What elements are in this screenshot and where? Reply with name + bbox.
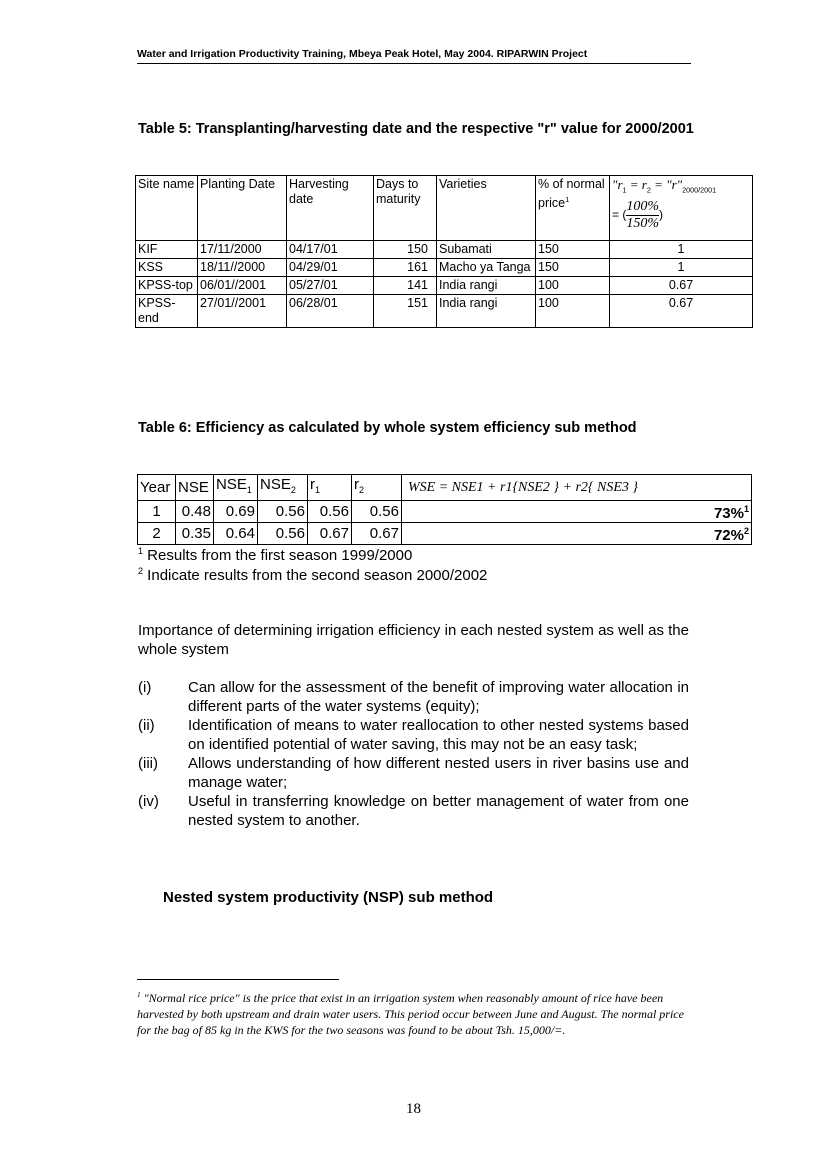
table6-header-r2: $r_2$: [352, 475, 402, 501]
list-marker: (iv): [138, 793, 159, 810]
benefits-list: [138, 678, 689, 830]
table6-cell-r1: 0.67: [308, 523, 352, 545]
table5-header-cell: % of normal price$^1$: [536, 176, 610, 241]
table5-row: [136, 295, 753, 328]
table5-row: [136, 277, 753, 295]
table5-cell-variety: Macho ya Tanga: [437, 259, 536, 277]
table6-cell-r2: 0.67: [352, 523, 402, 545]
table5-cell-planting: 17/11/2000: [198, 241, 287, 259]
table6-cell-r2: 0.56: [352, 501, 402, 523]
r-header-cell: "$r_1 = r_2$ = "$r"_{2000/2001}$ = ( $\frac{100\%}{150\%}$ ): [610, 176, 753, 241]
table5-cell-planting: 06/01//2001: [198, 277, 287, 295]
list-item: [138, 754, 689, 792]
table5-header-row: [136, 176, 753, 241]
table5-cell-price: 100: [536, 277, 610, 295]
table5-cell-price: 100: [536, 295, 610, 328]
table6-cell-nse: 0.48: [176, 501, 214, 523]
table5-cell-r: 1: [610, 241, 753, 259]
table5-cell-variety: India rangi: [437, 277, 536, 295]
table6-cell-nse1: 0.64: [214, 523, 258, 545]
table5-cell-planting: 27/01//2001: [198, 295, 287, 328]
list-item: [138, 716, 689, 754]
table6-header-row: [138, 475, 752, 501]
table6-cell-wse: 73%$^1$: [402, 501, 752, 523]
table5-cell-price: 150: [536, 259, 610, 277]
table6-cell-nse2: 0.56: [258, 523, 308, 545]
table6: [137, 474, 752, 545]
table6-cell-wse: 72%$^2$: [402, 523, 752, 545]
table5-cell-days: 150: [374, 241, 437, 259]
table5-header-cell: Planting Date: [198, 176, 287, 241]
table5-cell-harvesting: 06/28/01: [287, 295, 374, 328]
table5-row: [136, 259, 753, 277]
r-fraction: $\frac{100\%}{150\%}$: [626, 199, 660, 232]
table6-cell-nse2: 0.56: [258, 501, 308, 523]
table6-header-nse2: $NSE_2$: [258, 475, 308, 501]
table5-cell-days: 161: [374, 259, 437, 277]
table5-cell-harvesting: 04/29/01: [287, 259, 374, 277]
list-item: [138, 792, 689, 830]
table5-row: [136, 241, 753, 259]
table6-cell-nse1: 0.69: [214, 501, 258, 523]
table5-header-cell: Harvesting date: [287, 176, 374, 241]
list-text: Identification of means to water reallocation to other nested systems based on identified potential of water saving, this may not be an easy task;: [188, 717, 689, 753]
table5-cell-variety: Subamati: [437, 241, 536, 259]
section-heading: Nested system productivity (NSP) sub method: [163, 889, 494, 906]
table6-note-2: $^2$ Indicate results from the second season 2000/2002: [138, 566, 488, 584]
list-text: Allows understanding of how different nested users in river basins use and manage water;: [188, 755, 689, 791]
table5-cell-r: 1: [610, 259, 753, 277]
table6-header-year: Year: [138, 475, 176, 501]
table6-cell-nse: 0.35: [176, 523, 214, 545]
table5-header-cell: Site name: [136, 176, 198, 241]
intro-paragraph: Importance of determining irrigation efficiency in each nested system as well as the whole system: [138, 622, 689, 658]
footnote-mark: 1: [565, 195, 570, 204]
table5-cell-days: 151: [374, 295, 437, 328]
page-number: 18: [406, 1101, 421, 1117]
table6-header-nse1: $NSE_1$: [214, 475, 258, 501]
list-marker: (i): [138, 679, 152, 696]
table5-header-cell: Varieties: [437, 176, 536, 241]
table5: [135, 175, 753, 328]
list-marker: (iii): [138, 755, 158, 772]
footnote-separator: [137, 979, 339, 980]
list-text: Useful in transferring knowledge on better management of water from one nested system to another.: [188, 793, 689, 829]
table6-cell-year: 2: [138, 523, 176, 545]
table5-cell-site: KPSS-top: [136, 277, 198, 295]
footnote: $^1$ "Normal rice price" is the price that exist in an irrigation system when reasonably amount of rice have been harvested by both upstream and drain water users. This period occur between June and August. The normal price for the bag of 85 kg in the KWS for the two seasons was found to be about Tsh. 15,000/=.: [137, 991, 684, 1037]
table5-header-cell: Days to maturity: [374, 176, 437, 241]
table6-cell-year: 1: [138, 501, 176, 523]
table5-cell-variety: India rangi: [437, 295, 536, 328]
list-text: Can allow for the assessment of the benefit of improving water allocation in different parts of the water systems (equity);: [188, 679, 689, 715]
table5-cell-days: 141: [374, 277, 437, 295]
table5-cell-harvesting: 05/27/01: [287, 277, 374, 295]
table5-cell-r: 0.67: [610, 295, 753, 328]
table5-cell-site: KSS: [136, 259, 198, 277]
table5-caption: Table 5: Transplanting/harvesting date and the respective "r" value for 2000/2001: [138, 121, 694, 137]
running-header: Water and Irrigation Productivity Training, Mbeya Peak Hotel, May 2004. RIPARWIN Project: [137, 48, 691, 64]
table5-cell-planting: 18/11//2000: [198, 259, 287, 277]
table5-cell-price: 150: [536, 241, 610, 259]
table6-header-r1: $r_1$: [308, 475, 352, 501]
table6-header-nse: NSE: [176, 475, 214, 501]
table6-caption: Table 6: Efficiency as calculated by whole system efficiency sub method: [138, 420, 637, 436]
table6-cell-r1: 0.56: [308, 501, 352, 523]
list-marker: (ii): [138, 717, 155, 734]
table5-cell-harvesting: 04/17/01: [287, 241, 374, 259]
table6-note-1: $^1$ Results from the first season 1999/2000: [138, 546, 413, 564]
table6-row: [138, 501, 752, 523]
table5-cell-site: KIF: [136, 241, 198, 259]
wse-formula: WSE = NSE1 + r1{NSE2 } + r2{ NSE3 }: [402, 475, 752, 501]
table5-cell-r: 0.67: [610, 277, 753, 295]
list-item: [138, 678, 689, 716]
table5-cell-site: KPSS-end: [136, 295, 198, 328]
